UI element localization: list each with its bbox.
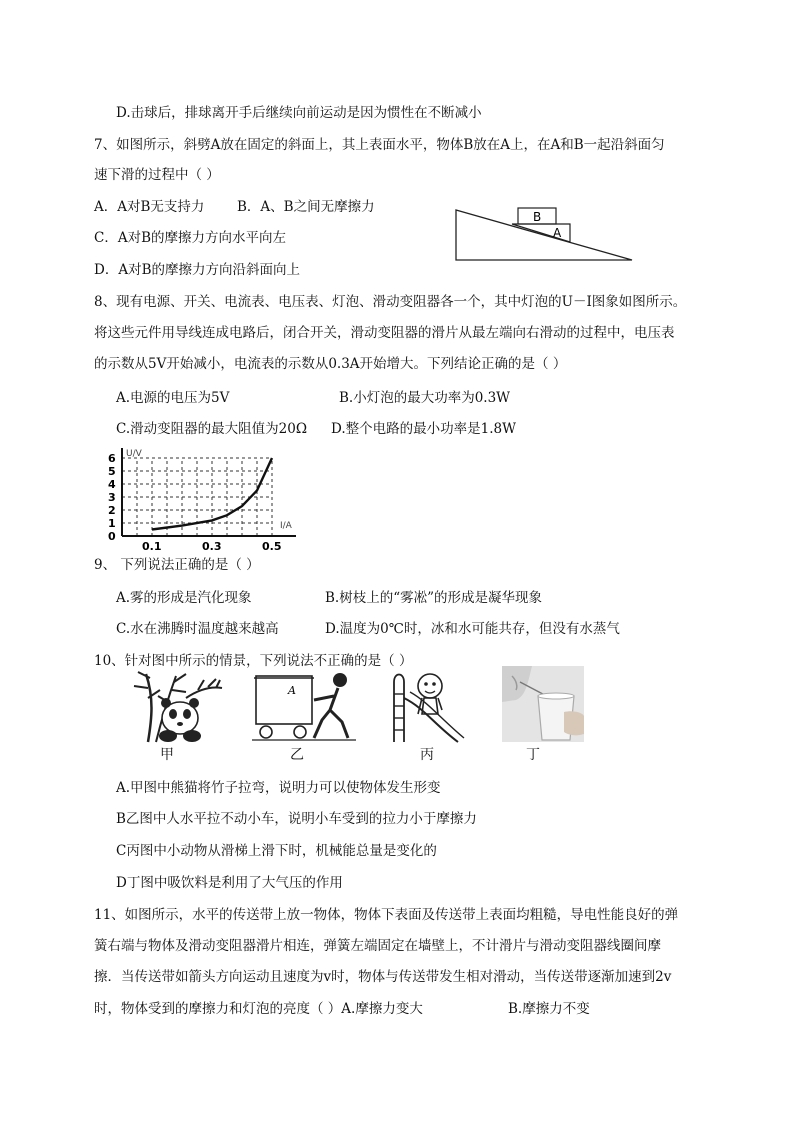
q7-option-b: B．A、B之间无摩擦力 — [237, 199, 375, 215]
cart-label: A — [288, 684, 296, 697]
q7-option-d: D．A对B的摩擦力方向沿斜面向上 — [94, 262, 300, 278]
q10-option-b: B乙图中人水平拉不动小车，说明小车受到的拉力小于摩擦力 — [116, 811, 477, 827]
q11-option-b: B.摩擦力不变 — [508, 1001, 590, 1017]
y-tick-2: 2 — [108, 504, 116, 517]
q8-option-d: D.整个电路的最小功率是1.8W — [331, 421, 516, 437]
caption-bing: 丙 — [420, 747, 434, 763]
x-tick-0.3: 0.3 — [202, 540, 222, 553]
panda-bamboo-image — [128, 668, 224, 744]
y-tick-6: 6 — [108, 452, 116, 465]
q9-option-a: A.雾的形成是汽化现象 — [116, 590, 252, 606]
q8-stem-line2: 将这些元件用导线连成电路后，闭合开关，滑动变阻器的滑片从最左端向右滑动的过程中，电压表 — [94, 325, 675, 341]
q11-stem-line1: 11、如图所示，水平的传送带上放一物体，物体下表面及传送带上表面均粗糙，导电性能良好的弹 — [94, 907, 679, 923]
y-tick-5: 5 — [108, 465, 116, 478]
q11-stem-line4: 时，物体受到的摩擦力和灯泡的亮度（ ）A.摩擦力变大 — [94, 1001, 423, 1017]
caption-yi: 乙 — [290, 747, 304, 763]
y-axis-label: U/V — [126, 449, 142, 459]
y-tick-3: 3 — [108, 491, 116, 504]
q10-option-a: A.甲图中熊猫将竹子拉弯，说明力可以使物体发生形变 — [116, 780, 441, 796]
q8-option-c: C.滑动变阻器的最大阻值为20Ω — [116, 421, 308, 437]
q8-ui-chart — [96, 448, 316, 554]
q9-stem: 9、 下列说法正确的是（ ） — [94, 557, 260, 573]
q10-stem: 10、针对图中所示的情景，下列说法不正确的是（ ） — [94, 653, 413, 669]
q9-option-d: D.温度为0℃时，冰和水可能共存，但没有水蒸气 — [325, 621, 620, 637]
q9-option-c: C.水在沸腾时温度越来越高 — [116, 621, 279, 637]
caption-ding: 丁 — [526, 747, 540, 763]
q7-stem-line2: 速下滑的过程中（ ） — [94, 167, 220, 183]
q8-stem-line3: 的示数从5V开始减小，电流表的示数从0.3A开始增大。下列结论正确的是（ ） — [94, 356, 567, 372]
block-b-label: B — [533, 210, 542, 224]
q10-option-c: C丙图中小动物从滑梯上滑下时，机械能总量是变化的 — [116, 843, 437, 859]
drinking-straw-image — [502, 666, 584, 742]
q8-stem-line1: 8、现有电源、开关、电流表、电压表、灯泡、滑动变阻器各一个，其中灯泡的U－I图象如图所示。 — [94, 294, 687, 310]
y-tick-0: 0 — [108, 530, 116, 543]
q10-option-d: D丁图中吸饮料是利用了大气压的作用 — [116, 875, 343, 891]
q11-stem-line2: 簧右端与物体及滑动变阻器滑片相连，弹簧左端固定在墙壁上，不计滑片与滑动变阻器线圈间摩 — [94, 938, 661, 954]
caption-jia: 甲 — [160, 747, 174, 763]
person-cart-image — [252, 670, 358, 742]
wedge-a — [512, 224, 570, 242]
animal-slide-image — [388, 668, 466, 744]
x-tick-0.1: 0.1 — [142, 540, 162, 553]
y-tick-1: 1 — [108, 517, 116, 530]
q8-option-b: B.小灯泡的最大功率为0.3W — [339, 390, 511, 406]
q7-option-c: C．A对B的摩擦力方向水平向左 — [94, 230, 286, 246]
x-tick-0.5: 0.5 — [262, 540, 282, 553]
q7-stem-line1: 7、如图所示，斜劈A放在固定的斜面上，其上表面水平，物体B放在A上，在A和B一起沿斜面匀 — [94, 137, 665, 153]
y-tick-4: 4 — [108, 478, 116, 491]
q7-option-a: A．A对B无支持力 — [94, 199, 205, 215]
q7-incline-figure — [452, 202, 637, 264]
q11-stem-line3: 擦．当传送带如箭头方向运动且速度为v时，物体与传送带发生相对滑动，当传送带逐渐加速到2v — [94, 969, 672, 985]
q9-option-b: B.树枝上的“雾凇”的形成是凝华现象 — [325, 590, 543, 606]
q6-option-d: D.击球后，排球离开手后继续向前运动是因为惯性在不断减小 — [116, 105, 482, 121]
q8-option-a: A.电源的电压为5V — [116, 390, 230, 406]
wedge-a-label: A — [553, 226, 562, 240]
x-axis-label: I/A — [280, 521, 292, 531]
